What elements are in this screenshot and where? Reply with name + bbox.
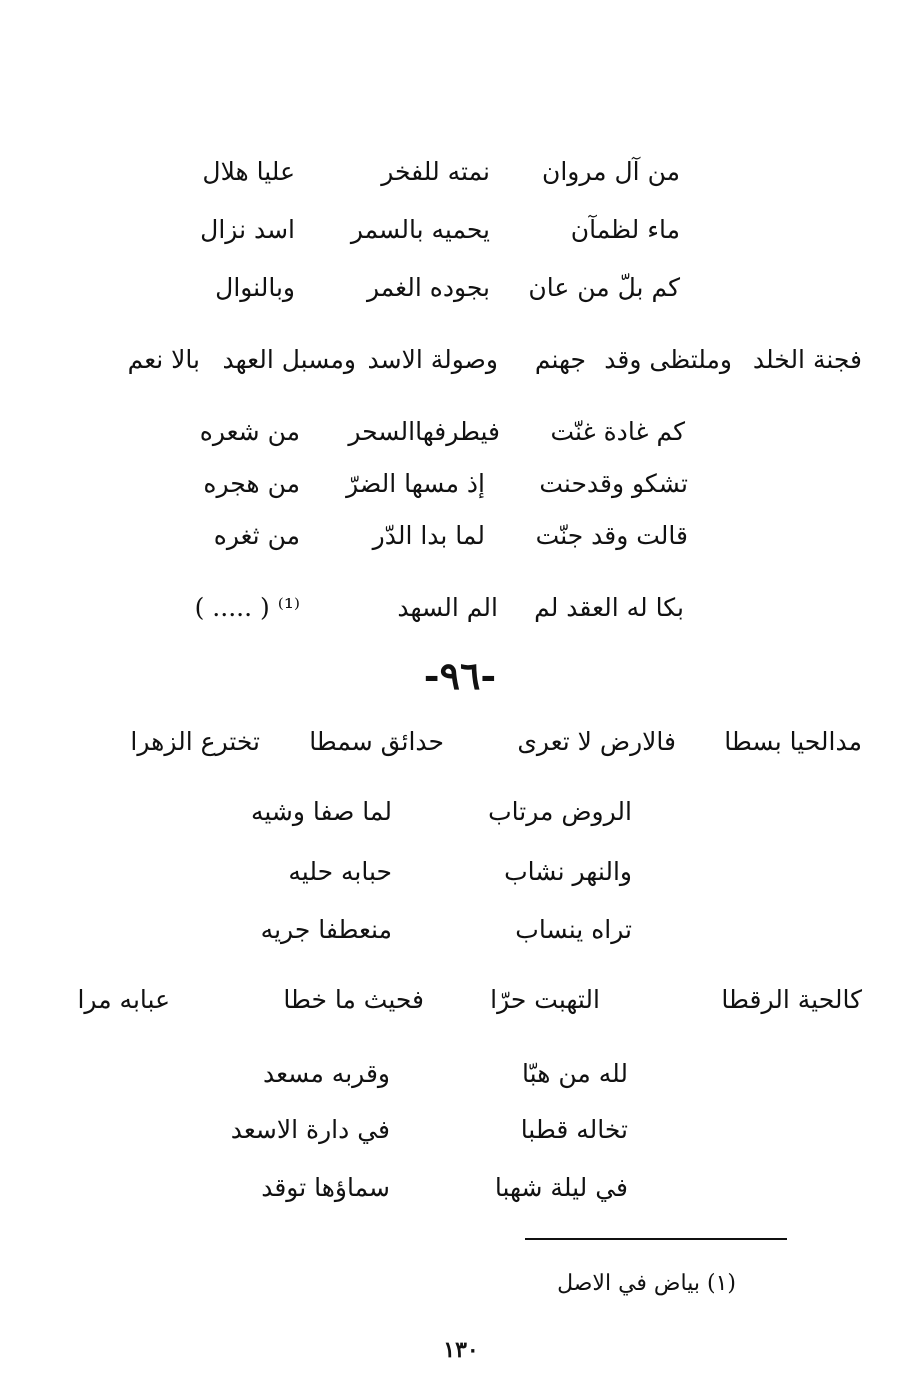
verse-segment: فجنة الخلد	[752, 345, 862, 374]
verse-segment: لما بدا الدّر	[372, 521, 485, 550]
verse-segment: ماء لظمآن	[570, 215, 680, 244]
verse-line	[60, 458, 860, 510]
verse-segment: بجوده الغمر	[366, 273, 490, 302]
verse-segment: في ليلة شهبا	[494, 1173, 628, 1202]
poem-number: -٩٦-	[423, 653, 497, 698]
verse-segment: تراه ينساب	[515, 915, 632, 944]
verse-line	[60, 1104, 860, 1156]
verse-segment: تخترع الزهرا	[130, 727, 260, 756]
verse-segment: نمته للفخر	[381, 157, 490, 186]
verse-segment: منعطفا جريه	[260, 915, 392, 944]
verse-segment: وقربه مسعد	[262, 1059, 390, 1088]
verse-line	[60, 1048, 860, 1100]
verse-segment: والنهر نشاب	[504, 857, 632, 886]
verse-segment: حبابه حليه	[288, 857, 392, 886]
verse-segment: بالا نعم	[127, 345, 200, 374]
verse-segment: الم السهد	[397, 593, 498, 622]
verse-line	[60, 204, 860, 256]
verse-segment: الروض مرتاب	[488, 797, 632, 826]
verse-segment: قالت وقد جنّت	[535, 521, 688, 550]
footnote: (١) بياض في الاصل	[557, 1271, 736, 1296]
verse-segment: عليا هلال	[202, 157, 295, 186]
footnote-rule	[525, 1238, 787, 1240]
verse-line	[60, 716, 860, 768]
verse-segment: من هجره	[203, 469, 300, 498]
verse-segment: حدائق سمطا	[309, 727, 444, 756]
verse-segment: لما صفا وشيه	[250, 797, 392, 826]
verse-segment: يحميه بالسمر	[350, 215, 490, 244]
lacuna-marker: ( ..... ) ⁽¹⁾	[194, 593, 300, 622]
verse-segment: وصولة الاسد	[367, 345, 498, 374]
verse-line	[60, 262, 860, 314]
verse-segment: اسد نزال	[200, 215, 295, 244]
verse-line	[60, 846, 860, 898]
verse-line	[60, 510, 860, 562]
verse-segment: عبابه مرا	[77, 985, 170, 1014]
verse-segment: تشكو وقدحنت	[539, 469, 688, 498]
verse-segment: مدالحيا بسطا	[724, 727, 862, 756]
verse-line	[60, 406, 860, 458]
verse-line	[60, 786, 860, 838]
verse-segment: وملتظى وقد	[604, 345, 732, 374]
verse-line	[60, 974, 860, 1026]
verse-segment: لله من هبّا	[522, 1059, 628, 1088]
verse-segment: وبالنوال	[215, 273, 295, 302]
verse-segment: في دارة الاسعد	[230, 1115, 390, 1144]
verse-segment: بكا له العقد لم	[534, 593, 684, 622]
verse-line	[60, 1162, 860, 1214]
verse-segment: فحيث ما خطا	[283, 985, 424, 1014]
verse-segment: كالحية الرقطا	[721, 985, 862, 1014]
verse-line	[60, 904, 860, 956]
verse-segment: من ثغره	[213, 521, 300, 550]
verse-segment: التهبت حرّا	[490, 985, 600, 1014]
verse-segment: كم بلّ من عان	[528, 273, 680, 302]
verse-segment: إذ مسها الضرّ	[346, 469, 485, 498]
page-number: ١٣٠	[443, 1337, 479, 1363]
verse-segment: كم غادة غنّت	[550, 417, 685, 446]
verse-segment: من آل مروان	[542, 157, 680, 186]
verse-line	[60, 334, 860, 386]
verse-segment: جهنم	[534, 345, 586, 374]
verse-segment: من شعره	[199, 417, 300, 446]
verse-segment: تخاله قطبا	[520, 1115, 628, 1144]
verse-line	[60, 146, 860, 198]
verse-segment: سماؤها توقد	[261, 1173, 390, 1202]
verse-line	[60, 582, 860, 634]
verse-segment: فيطرفهاالسحر	[348, 417, 500, 446]
verse-segment: فالارض لا تعرى	[517, 727, 676, 756]
verse-segment: ومسبل العهد	[222, 345, 356, 374]
